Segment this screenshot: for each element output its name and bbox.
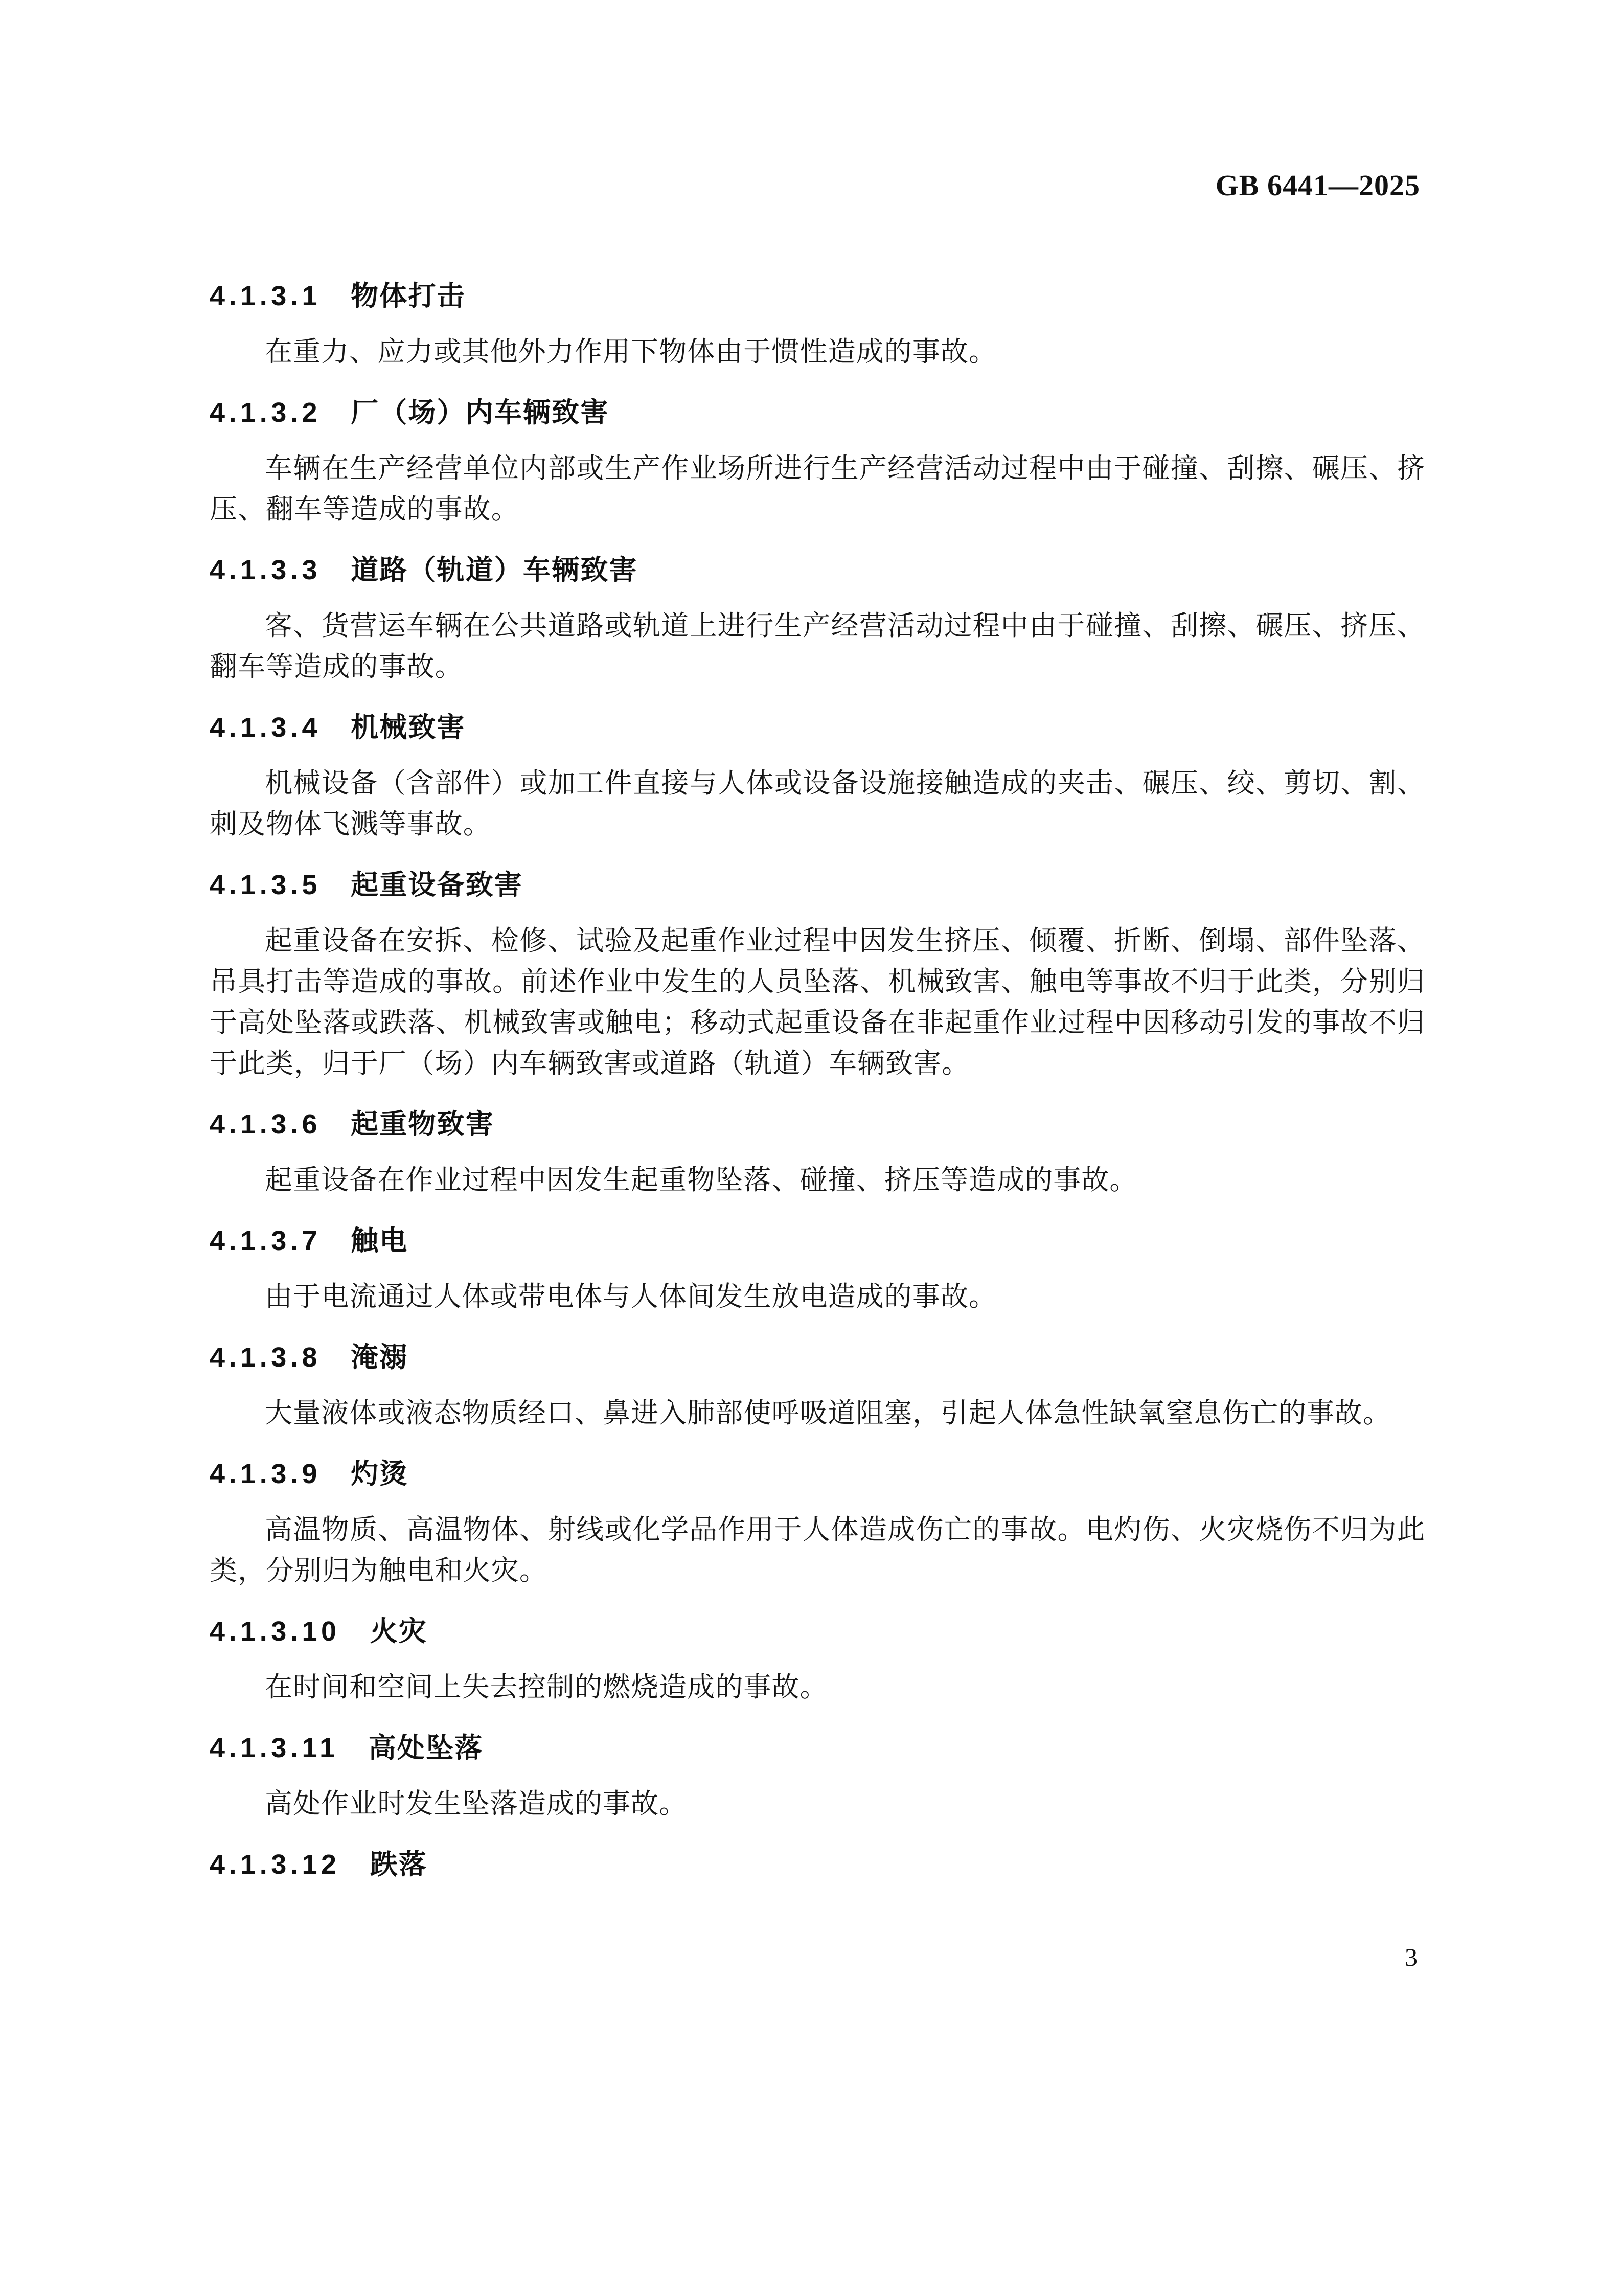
clause-section-4-1-3-4 [210,711,1425,845]
clause-heading [210,711,1425,744]
clause-heading [210,1731,1425,1765]
clause-section-4-1-3-1 [210,279,1425,372]
clause-title: 机械致害 [351,712,466,743]
document-body [210,279,1425,1881]
clause-section-4-1-3-11 [210,1731,1425,1824]
clause-title: 灼烫 [351,1459,408,1489]
standard-code-header: GB 6441—2025 [1215,169,1420,202]
clause-paragraph: 在重力、应力或其他外力作用下物体由于惯性造成的事故。 [265,336,997,367]
clause-number: 4.1.3.8 [210,1342,322,1373]
clause-heading [210,553,1425,587]
clause-title: 高处坠落 [368,1733,484,1763]
clause-section-4-1-3-3 [210,553,1425,687]
clause-title: 火灾 [370,1616,427,1647]
clause-section-4-1-3-2 [210,396,1425,530]
clause-title: 触电 [351,1225,408,1256]
clause-number: 4.1.3.5 [210,870,322,900]
clause-number: 4.1.3.4 [210,712,322,743]
clause-paragraph: 高处作业时发生坠落造成的事故。 [265,1788,688,1819]
clause-heading [210,1340,1425,1374]
clause-title: 跌落 [370,1849,427,1880]
clause-title: 道路（轨道）车辆致害 [351,555,638,585]
clause-number: 4.1.3.11 [210,1733,339,1763]
clause-title: 起重物致害 [351,1109,494,1140]
clause-heading [210,396,1425,429]
clause-section-4-1-3-8 [210,1340,1425,1434]
clause-heading [210,1615,1425,1648]
clause-number: 4.1.3.7 [210,1225,322,1256]
clause-title: 厂（场）内车辆致害 [351,397,609,428]
clause-section-4-1-3-6 [210,1107,1425,1200]
clause-number: 4.1.3.3 [210,555,322,585]
clause-paragraph: 车辆在生产经营单位内部或生产作业场所进行生产经营活动过程中由于碰撞、刮擦、碾压、挤压、翻车等造成的事故。 [210,453,1425,525]
clause-title: 起重设备致害 [351,870,523,900]
clause-section-4-1-3-9 [210,1457,1425,1591]
clause-paragraph: 机械设备（含部件）或加工件直接与人体或设备设施接触造成的夹击、碾压、绞、剪切、割、刺及物体飞溅等事故。 [210,768,1425,839]
clause-title: 物体打击 [351,281,466,311]
clause-heading [210,279,1425,313]
page-number: 3 [1405,1943,1418,1971]
clause-paragraph: 起重设备在安拆、检修、试验及起重作业过程中因发生挤压、倾覆、折断、倒塌、部件坠落、吊具打击等造成的事故。前述作业中发生的人员坠落、机械致害、触电等事故不归于此类，分别归于高处坠落或跌落、机械致害或触电；移动式起重设备在非起重作业过程中因移动引发的事故不归于此类，归于厂（场）内车辆致害或道路（轨道）车辆致害。 [210,925,1425,1079]
clause-heading [210,868,1425,902]
clause-number: 4.1.3.1 [210,281,322,311]
clause-heading [210,1107,1425,1141]
clause-title: 淹溺 [351,1342,408,1373]
clause-number: 4.1.3.10 [210,1616,340,1647]
clause-number: 4.1.3.2 [210,397,322,428]
clause-section-4-1-3-7 [210,1224,1425,1317]
clause-section-4-1-3-5 [210,868,1425,1084]
clause-paragraph: 大量液体或液态物质经口、鼻进入肺部使呼吸道阻塞，引起人体急性缺氧窒息伤亡的事故。 [265,1398,1391,1428]
clause-heading [210,1848,1425,1881]
clause-section-4-1-3-10 [210,1615,1425,1708]
clause-number: 4.1.3.9 [210,1459,322,1489]
clause-heading [210,1457,1425,1491]
clause-paragraph: 在时间和空间上失去控制的燃烧造成的事故。 [265,1672,828,1702]
clause-paragraph: 起重设备在作业过程中因发生起重物坠落、碰撞、挤压等造成的事故。 [265,1165,1138,1195]
clause-paragraph: 客、货营运车辆在公共道路或轨道上进行生产经营活动过程中由于碰撞、刮擦、碾压、挤压、翻车等造成的事故。 [210,610,1425,682]
clause-paragraph: 高温物质、高温物体、射线或化学品作用于人体造成伤亡的事故。电灼伤、火灾烧伤不归为此类，分别归为触电和火灾。 [210,1514,1425,1586]
clause-number: 4.1.3.6 [210,1109,322,1140]
clause-paragraph: 由于电流通过人体或带电体与人体间发生放电造成的事故。 [265,1281,997,1312]
clause-section-4-1-3-12 [210,1848,1425,1881]
clause-number: 4.1.3.12 [210,1849,340,1880]
clause-heading [210,1224,1425,1258]
